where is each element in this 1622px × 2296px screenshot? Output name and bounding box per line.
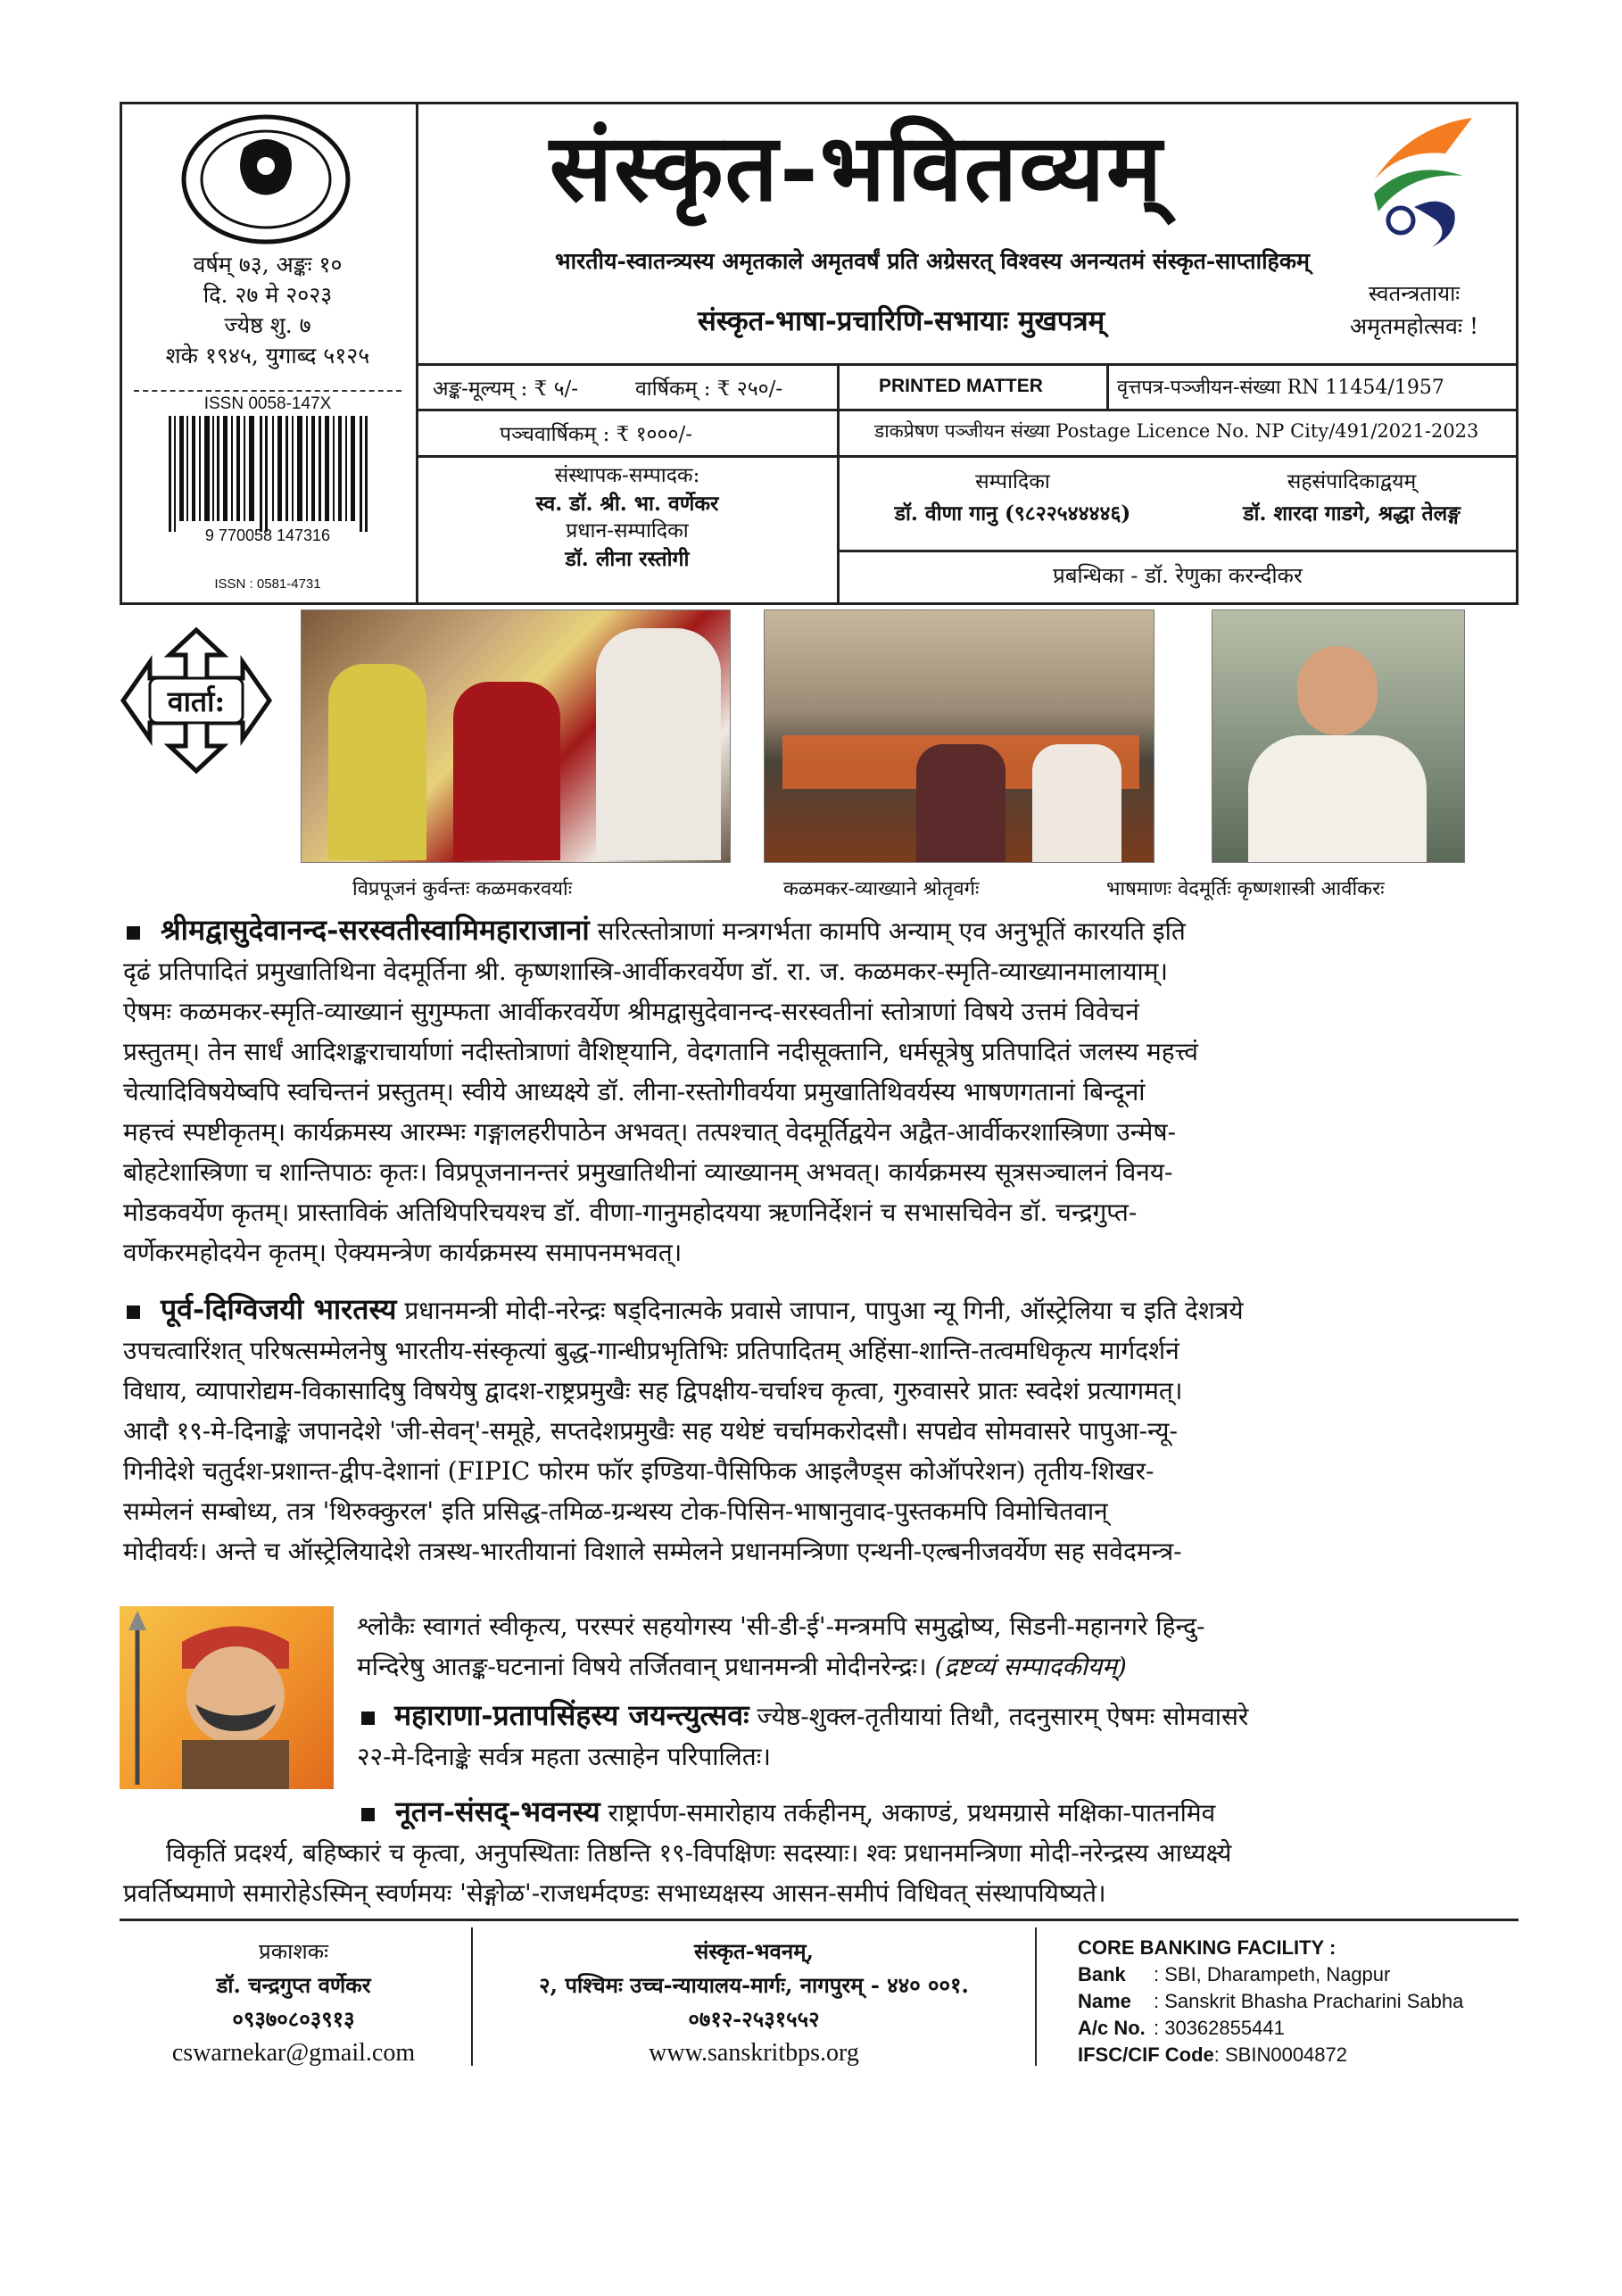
amrit-text-1: स्वतन्त्रतायाः — [1368, 281, 1461, 306]
editor-name: डॉ. वीणा गानु (९८२२५४४४४६) — [894, 501, 1131, 526]
publisher-email[interactable]: cswarnekar@gmail.com — [171, 2039, 416, 2067]
article-4-heading: नूतन-संसद्-भवनस्य — [395, 1795, 600, 1828]
coeditor-label: सहसंपादिकाद्वयम् — [1287, 470, 1417, 493]
bank-row: A/c No. : 30362855441 — [1078, 2017, 1285, 2039]
footer-rule — [120, 1919, 1519, 1921]
chief-editor-label: प्रधान-सम्पादिका — [566, 519, 689, 543]
article-3-heading: महाराणा-प्रतापसिंहस्य जयन्त्युत्सवः — [394, 1698, 749, 1732]
office-address: २, पश्चिमः उच्च-न्यायालय-मार्गः, नागपुरम् - ४४० ००१. — [539, 1972, 969, 1998]
issn-bottom: ISSN : 0581-4731 — [214, 576, 321, 592]
office-website[interactable]: www.sanskritbps.org — [649, 2039, 859, 2067]
founder-name: स्व. डॉ. श्री. भा. वर्णेकर — [535, 492, 719, 516]
article-1-heading: श्रीमद्वासुदेवानन्द-सरस्वतीस्वामिमहाराजानां — [161, 913, 590, 947]
publisher-phone: ०९३७०८०३९१३ — [232, 2006, 355, 2032]
five-year-price: पञ्चवार्षिकम् : ₹ १०००/- — [500, 423, 692, 446]
office-phone: ०७१२-२५३१५५२ — [688, 2006, 820, 2032]
varta-label: वार्ता: — [167, 684, 226, 718]
photo-speaker — [1212, 609, 1465, 863]
article-2-heading: पूर्व-दिग्विजयी भारतस्य — [161, 1292, 397, 1326]
bank-row: Bank : SBI, Dharampeth, Nagpur — [1078, 1963, 1391, 1985]
office-name: संस्कृत-भवनम्, — [694, 1938, 814, 1964]
publisher-label: प्रकाशकः — [259, 1939, 328, 1964]
barcode-number: 9 770058 147316 — [165, 526, 370, 545]
editor-label: सम्पादिका — [975, 470, 1050, 493]
issue-tithi: ज्येष्ठ शु. ७ — [224, 312, 311, 338]
printed-matter: PRINTED MATTER — [879, 376, 1043, 396]
caption-1: विप्रपूजनं कुर्वन्तः कळमकरवर्याः — [352, 878, 573, 900]
sabha-logo — [177, 112, 355, 246]
registration-no: वृत्तपत्र-पञ्जीयन-संख्या RN 11454/1957 — [1117, 377, 1444, 399]
subtitle: संस्कृत-भाषा-प्रचारिणि-सभायाः मुखपत्रम् — [697, 305, 1105, 337]
publisher-name: डॉ. चन्द्रगुप्त वर्णेकर — [216, 1972, 371, 1998]
photo-audience — [764, 609, 1154, 863]
price: अङ्क-मूल्यम् : ₹ ५/- — [433, 377, 579, 401]
photo-vipra-pujan — [301, 609, 731, 863]
annual-price: वार्षिकम् : ₹ २५०/- — [635, 377, 783, 401]
issue-volume: वर्षम् ७३, अङ्कः १० — [193, 252, 343, 278]
amrit-text-2: अमृतमहोत्सवः ! — [1350, 313, 1478, 339]
article-2-cont: श्लोकैः स्वागतं स्वीकृत्य, परस्परं सहयोगस्य 'सी-डी-ई'-मन्त्रमपि समुद्घोष्य, सिडनी-महानगरे हिन्दु- मन्दिरेषु आतङ्क-घटनानां विषये तर्जितवान् प्रधानमन्त्री मोदीनरेन्द्रः। (द्रष्टव्यं सम्पादकीयम्) — [357, 1612, 1205, 1681]
issue-date: दि. २७ मे २०२३ — [203, 282, 333, 308]
postal-licence: डाकप्रेषण पञ्जीयन संख्या Postage Licence No. NP City/491/2021-2023 — [874, 420, 1479, 442]
maharana-pratap-portrait — [120, 1606, 334, 1789]
article-2: पूर्व-दिग्विजयी भारतस्य प्रधानमन्त्री मोदी-नरेन्द्रः षड्दिनात्मके प्रवासे जापान, पापुआ न्यू गिनी, ऑस्ट्रेलिया च इति देशत्रये उपचत्वारिंशत् परिषत्सम्मेलनेषु भारतीय-संस्कृत्यां बुद्ध-गान्धीप्रभृतिभिः प्रतिपादितम् अहिंसा-शान्ति-तत्वमधिकृत्य मार्गदर्शनं विधाय, व्यापारोद्यम-विकासादिषु विषयेषु द्वादश-राष्ट्रप्रमुखैः सह द्विपक्षीय-चर्चाश्च कृत्वा, गुरुवासरे प्रातः स्वदेशं प्रत्यागमत्। आदौ १९-मे-दिनाङ्के जपानदेशे 'जी-सेवन्'-समूहे, सप्तदेशप्रमुखैः सह यथेष्टं चर्चामकरोदसौ। सपद्येव सोमवासरे पापुआ-न्यू- गिनीदेशे चतुर्दश-प्रशान्त-द्वीप-देशानां (FIPIC फोरम फॉर इण्डिया-पैसिफिक आइलैण्ड्स कोऑपरेशन) तृतीय-शिखर- सम्मेलनं सम्बोध्य, तत्र 'थिरुक्कुरल' इति प्रसिद्ध-तमिळ-ग्रन्थस्य टोक-पिसिन-भाषानुवाद-पुस्तकमपि विमोचितवान् मोदीवर्यः। अन्ते च ऑस्ट्रेलियादेशे तत्रस्थ-भारतीयानां विशाले सम्मेलने प्रधानमन्त्रिणा एन्थनी-एल्बनीजवर्येण सह सवेदमन्त्र- — [123, 1292, 1244, 1566]
page-title: संस्कृत-भवितव्यम् — [549, 112, 1164, 222]
amrit-mahotsav-logo — [1338, 109, 1490, 261]
article-1: श्रीमद्वासुदेवानन्द-सरस्वतीस्वामिमहाराजानां सरित्स्तोत्राणां मन्त्रगर्भता कामपि अन्याम् एव अनुभूतिं कारयति इति दृढं प्रतिपादितं प्रमुखातिथिना वेदमूर्तिना श्री. कृष्णशास्त्रि-आर्वीकरवर्येण डॉ. रा. ज. कळमकर-स्मृति-व्याख्यानमालायाम्। ऐषमः कळमकर-स्मृति-व्याख्यानं सुगुम्फता आर्वीकरवर्येण श्रीमद्वासुदेवानन्द-सरस्वतीनां स्तोत्राणां विषये उत्तमं विवेचनं प्रस्तुतम्। तेन सार्धं आदिशङ्कराचार्याणां नदीस्तोत्राणां वैशिष्ट्यानि, वेदगतानि नदीसूक्तानि, धर्मसूत्रेषु प्रतिपादितं जलस्य महत्त्वं चेत्यादिविषयेष्वपि स्वचिन्तनं प्रस्तुतम्। स्वीये आध्यक्ष्ये डॉ. लीना-रस्तोगीवर्यया प्रमुखातिथिवर्यस्य भाषणगतानां बिन्दूनां महत्त्वं स्पष्टीकृतम्। कार्यक्रमस्य आरम्भः गङ्गालहरीपाठेन अभवत्। तत्पश्चात् वेदमूर्तिद्वयेन अद्वैत-आर्वीकरशास्त्रिणा उन्मेष- बोहटेशास्त्रिणा च शान्तिपाठः कृतः। विप्रपूजनानन्तरं प्रमुखातिथीनां व्याख्यानम् अभवत्। कार्यक्रमस्य सूत्रसञ्चालनं विनय- मोडकवर्येण कृतम्। प्रास्ताविकं अतिथिपरिचयश्च डॉ. वीणा-गानुमहोदयया ऋणनिर्देशनं च सभासचिवेन डॉ. चन्द्रगुप्त- वर्णेकरमहोदयेन कृतम्। ऐक्यमन्त्रेण कार्यक्रमस्य समापनमभवत्। — [123, 913, 1198, 1267]
caption-2: कळमकर-व्याख्याने श्रोतृवर्गः — [783, 878, 980, 900]
varta-logo — [100, 625, 293, 776]
caption-3: भाषमाणः वेदमूर्तिः कृष्णशास्त्री आर्वीकरः — [1106, 878, 1385, 900]
chief-editor-name: डॉ. लीना रस्तोगी — [565, 547, 690, 571]
barcode — [165, 416, 370, 557]
article-3: महाराणा-प्रतापसिंहस्य जयन्त्युत्सवः ज्येष्ठ-शुक्ल-तृतीयायां तिथौ, तदनुसारम् ऐषमः सोमवासरे २२-मे-दिनाङ्के सर्वत्र महता उत्साहेन परिपालितः। — [357, 1698, 1249, 1771]
issn-top: ISSN 0058-147X — [203, 394, 332, 413]
founder-label: संस्थापक-सम्पादक: — [554, 464, 700, 487]
manager: प्रबन्धिका - डॉ. रेणुका करन्दीकर — [1053, 563, 1303, 588]
article-4: नूतन-संसद्-भवनस्य राष्ट्रार्पण-समारोहाय तर्कहीनम्, अकाण्डं, प्रथमग्रासे मक्षिका-पातनमिव विकृतिं प्रदर्श्य, बहिष्कारं च कृत्वा, अनुपस्थिताः तिष्ठन्ति १९-विपक्षिणः सदस्याः। श्वः प्रधानमन्त्रिणा मोदी-नरेन्द्रस्य आध्यक्ष्ये प्रवर्तिष्यमाणे समारोहेऽस्मिन् स्वर्णमयः 'सेङ्गोळ'-राजधर्मदण्डः सभाध्यक्षस्य आसन-समीपं विधिवत् संस्थापयिष्यते। — [123, 1795, 1232, 1908]
issue-shaka: शके १९४५, युगाब्द ५१२५ — [165, 343, 370, 369]
bank-row: IFSC/CIF Code: SBIN0004872 — [1078, 2043, 1348, 2066]
editorial-note: (द्रष्टव्यं सम्पादकीयम्) — [934, 1652, 1127, 1681]
coeditor-names: डॉ. शारदा गाडगे, श्रद्धा तेलङ्ग — [1243, 501, 1461, 526]
tagline: भारतीय-स्वातन्त्र्यस्य अमृतकाले अमृतवर्षं प्रति अग्रेसरत् विश्वस्य अनन्यतमं संस्कृत-साप्ताहिकम् — [555, 248, 1310, 274]
bank-row: Name : Sanskrit Bhasha Pracharini Sabha — [1078, 1990, 1464, 2012]
bank-title: CORE BANKING FACILITY : — [1078, 1936, 1336, 1959]
